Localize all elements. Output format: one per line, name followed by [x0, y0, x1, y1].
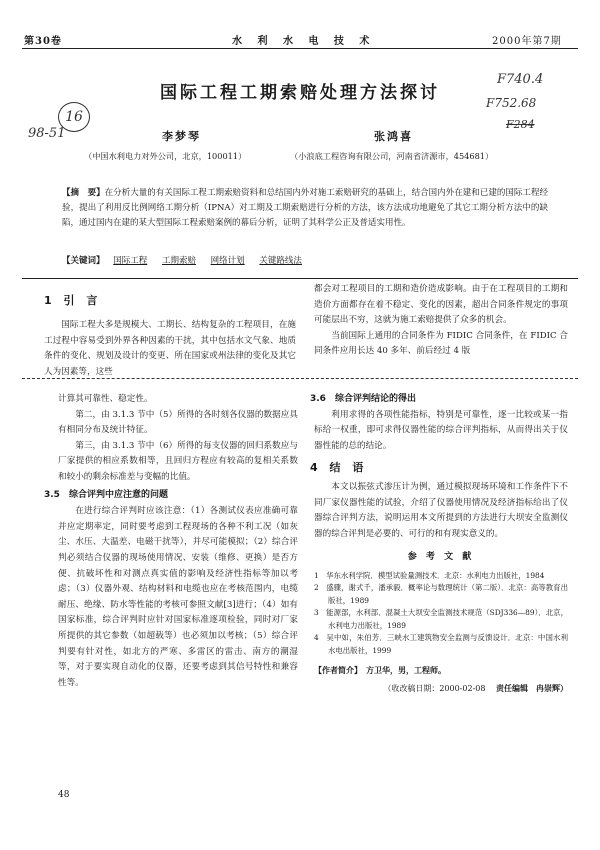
section-1-heading: 1 引 言: [44, 294, 102, 307]
paper-title: 国际工程工期索赔处理方法探讨: [160, 83, 440, 103]
subsection-3-5-heading: 3.5 综合评判中应注意的问题: [44, 489, 168, 500]
keyword-item: 网络计划: [210, 256, 245, 266]
received-date: （收改稿日期：2000-02-08: [383, 684, 486, 694]
issue-volume: 第30卷: [24, 36, 62, 47]
keyword-item: 工期索赔: [161, 256, 196, 266]
intro-paragraph-left: 国际工程大多是规模大、工期长、结构复杂的工程项目，在施工过程中容易受到外界各种因素的干扰，其中包括水文气象、地质条件的变化、规划及设计的变更、所在国家或州法律的变化及其它人为因素等，这些: [44, 320, 296, 377]
section-1-right-column: [314, 282, 568, 360]
author-2-name: 张鸿喜: [374, 130, 413, 143]
right-handwritten-note-2: F752.68: [486, 96, 537, 110]
section-1-left-column: [44, 318, 296, 380]
intro-paragraph-right-1: 都会对工程项目的工期和造价造成影响。由于在工程项目的工期和造价方面都存在着不稳定、变化的因素，超出合同条件规定的事项可能层出不穷，这就为施工索赔提供了众多的机会。: [314, 284, 568, 326]
keywords: [62, 254, 314, 266]
issue-date: 2000年第7期: [492, 36, 562, 47]
splice-divider: [22, 378, 578, 379]
lower-left-paragraph: 第三，由 3.1.3 节中（6）所得的每支仪器的回归系数应与厂家提供的相应系数相等，且回归方程应有较高的复相关系数和较小的剩余标准差与变幅的比值。: [58, 440, 298, 482]
abstract-rule: [22, 278, 578, 279]
intro-paragraph-right-2: 当前国际上通用的合同条件为 FIDIC 合同条件，在 FIDIC 合同条件应用长达 40 多年、前后经过 4 版: [314, 330, 568, 357]
abstract-label: 【摘 要】: [62, 188, 105, 198]
header-rule: [22, 48, 578, 49]
lower-right-paragraph: 本文以振弦式渗压计为例，通过模拟现场环境和工作条件下不同厂家仪器性能的试验，介绍了仪器使用情况及经济指标给出了仪器综合评判方法，说明运用本文所提到的方法进行大坝安全监测仪器的综合评判是必要的、可行的和有现实意义的。: [314, 481, 568, 539]
received-line: [314, 681, 568, 697]
journal-name: 水 利 水 电 技 术: [232, 36, 376, 47]
keywords-label: 【关键词】: [62, 256, 105, 266]
lower-left-paragraph: 计算其可靠性、稳定性。: [58, 394, 153, 404]
responsible-editor: 责任编辑 冉崇辉）: [496, 683, 568, 694]
author-intro: 【作者简介】 方卫华，男，工程师。: [314, 665, 446, 676]
right-handwritten-note-3: F284: [506, 118, 535, 131]
lower-left-column: [44, 392, 298, 691]
section-4-heading: 4 结 语: [310, 461, 368, 475]
reference-item: 2 盛骤，谢式千，潘承毅．概率论与数理统计（第二版）．北京：高等教育出版社，1989: [314, 583, 568, 605]
subsection-3-6-heading: 3.6 综合评判结论的得出: [310, 394, 416, 404]
lower-left-paragraph: 第二，由 3.1.3 节中（5）所得的各时刻各仪器的数据应具有相同分布及统计特征。: [58, 409, 298, 436]
left-handwritten-note: 98-51: [28, 126, 66, 141]
references-list: [314, 570, 568, 658]
reference-item: 3 能源部，水利部．混凝土大坝安全监测技术规范（SDJ336—89）．北京，水利电力出版社，1989: [314, 608, 568, 630]
abstract-text: 在分析大量的有关国际工程工期索赔资料和总结国内外对施工索赔研究的基础上，结合国内外在建和已建的国际工程经验，提出了利用反比例网络工期分析（IPNA）对工期及工期索赔进行分析的方法，该方法成功地避免了其它工期分析方法中的缺陷，通过国内在建的某大型国际工程索赔案例的幕后分析，证明了其科学公正及普适实用性。: [62, 188, 548, 228]
page-number: 48: [58, 790, 70, 800]
lower-right-column: [310, 392, 568, 697]
right-handwritten-note-1: F740.4: [497, 72, 544, 87]
abstract: [62, 186, 548, 231]
lower-left-paragraph: 在进行综合评判时应该注意：（1）各测试仪表应准确可靠并应定期率定，同时要考虑到工程现场的各种不利工况（如灰尘、水压、大温差、电磁干扰等），并尽可能模拟；（2）综合评判必须结合仪器的现场使用情况、安装（维修、更换）是否方便、抗破坏性和对测点真实值的影响及经济性指标等加以考虑；（3）仪器外观、结构材料和电缆也应在考核范围内，电缆耐压、绝缘、防水等性能的考核可参照文献[3]进行；（4）如有国家标准，综合评判时应针对国家标准逐项检验，同时对厂家所提供的其它参数（如超载等）也必须加以考核；（5）综合评判要有针对性，如北方的严寒、多雷区的雷击、南方的潮湿等，对于要实现自动化的仪器，还要考虑到其信号特性和兼容性等。: [58, 506, 298, 688]
author-1-affiliation: （中国水利电力对外公司，北京，100011）: [84, 151, 247, 161]
reference-item: 4 吴中如，朱伯芳．三峡水工建筑物安全监测与反馈设计．北京：中国水利水电出版社，1999: [314, 633, 568, 655]
author-1-name: 李梦琴: [162, 130, 201, 143]
references-heading: 参 考 文 献: [407, 552, 475, 563]
circled-number: 16: [58, 102, 90, 132]
keyword-item: 关键路线法: [259, 256, 302, 266]
reference-item: 1 华东水利学院．模型试验量测技术．北京：水利电力出版社，1984: [314, 570, 545, 580]
keyword-item: 国际工程: [113, 256, 148, 266]
author-2-affiliation: （小浪底工程咨询有限公司，河南省济源市，454681）: [290, 151, 494, 161]
lower-right-paragraph: 利用求得的各项性能指标，特别是可靠性，逐一比较或某一指标给一权重，即可求得仪器性能的综合评判指标，从而得出关于仪器性能的总的结论。: [314, 409, 568, 451]
